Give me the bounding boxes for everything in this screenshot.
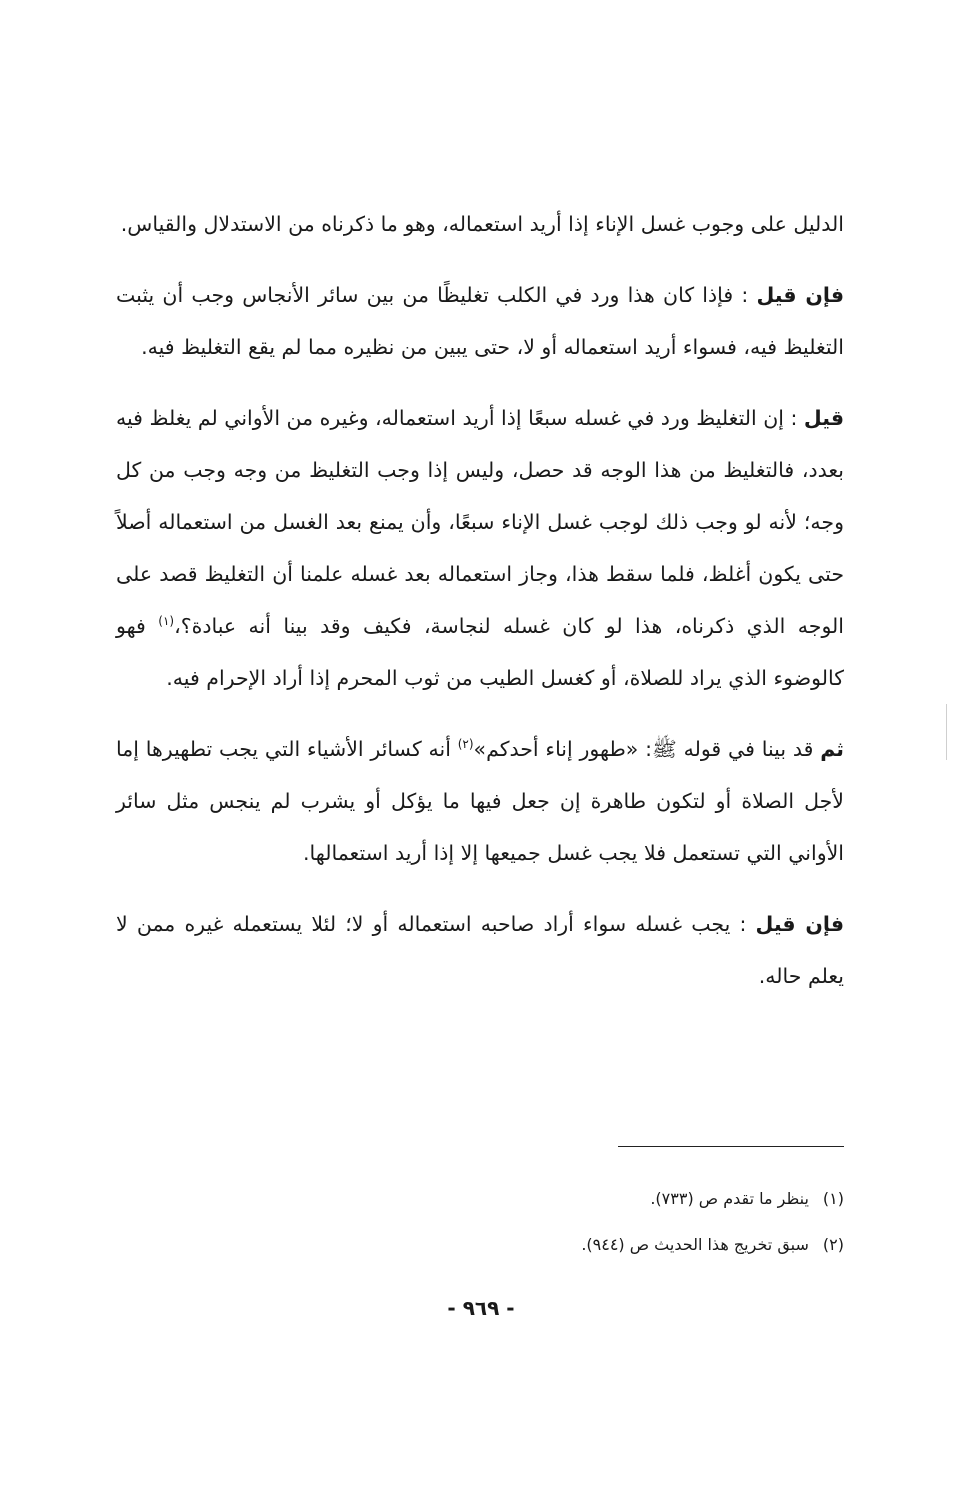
- paragraph-3-text: : إن التغليظ ورد في غسله سبعًا إذا أريد استعماله، وغيره من الأواني لم يغلظ فيه بعدد، فالتغليظ من هذا الوجه قد حصل، وليس إذا وجب التغليظ من وجه وجب من كل وجه؛ لأنه لو وجب ذلك لوجب غسل الإناء سبعًا، وأن يمنع بعد الغسل من استعماله أصلاً حتى يكون أغلظ، فلما سقط هذا، وجاز استعماله بعد غسله علمنا أن التغليظ قصد على الوجه الذي ذكرناه، هذا لو كان غسله لنجاسة، فكيف وقد بينا أنه عبادة؟،: [116, 406, 844, 638]
- paragraph-5-text: : يجب غسله سواء أراد صاحبه استعماله أو لا؛ لئلا يستعمله غيره ممن لا يعلم حاله.: [116, 912, 844, 988]
- paragraph-4-lead: ثم: [820, 737, 845, 761]
- footnote-ref-1: (١): [158, 614, 175, 629]
- paragraph-3-lead: قيل: [803, 406, 844, 430]
- paragraph-1-text: الدليل على وجوب غسل الإناء إذا أريد استعماله، وهو ما ذكرناه من الاستدلال والقياس.: [120, 212, 844, 236]
- paragraph-2: [116, 269, 844, 373]
- page-number: - ٩٦٩ -: [447, 1296, 515, 1320]
- paragraph-2-lead: فإن قيل: [756, 283, 844, 307]
- footnote-2: [244, 1222, 844, 1268]
- main-text: [116, 198, 844, 1021]
- paragraph-5: [116, 898, 844, 1002]
- paragraph-4-text-after: أنه كسائر الأشياء التي يجب تطهيرها إما لأجل الصلاة أو لتكون طاهرة إن جعل فيها ما يؤكل أو يشرب لم ينجس مثل سائر الأواني التي تستعمل فلا يجب غسل جميعها إلا إذا أريد استعمالها.: [116, 737, 844, 865]
- paragraph-3: [116, 392, 844, 704]
- paragraph-4: [116, 723, 844, 879]
- footnote-2-number: (٢): [822, 1235, 844, 1254]
- footnote-ref-2: (٢): [457, 737, 474, 752]
- footnotes: [244, 1176, 844, 1268]
- footnote-2-text: سبق تخريج هذا الحديث ص (٩٤٤).: [581, 1235, 809, 1254]
- margin-mark: [946, 704, 947, 760]
- footnote-divider: [618, 1146, 844, 1147]
- paragraph-5-lead: فإن قيل: [755, 912, 844, 936]
- footnote-1: [244, 1176, 844, 1222]
- paragraph-3-text-after: فهو كالوضوء الذي يراد للصلاة، أو كغسل الطيب من ثوب المحرم إذا أراد الإحرام فيه.: [116, 614, 844, 690]
- footnote-1-text: ينظر ما تقدم ص (٧٣٣).: [650, 1189, 809, 1208]
- footnote-1-number: (١): [822, 1189, 844, 1208]
- paragraph-4-text: قد بينا في قوله ﷺ: «طهور إناء أحدكم»: [473, 737, 821, 761]
- paragraph-1: [116, 198, 844, 250]
- paragraph-2-text: : فإذا كان هذا ورد في الكلب تغليظًا من بين سائر الأنجاس وجب أن يثبت التغليظ فيه، فسواء أريد استعماله أو لا، حتى يبين من نظيره مما لم يقع التغليظ فيه.: [116, 283, 844, 359]
